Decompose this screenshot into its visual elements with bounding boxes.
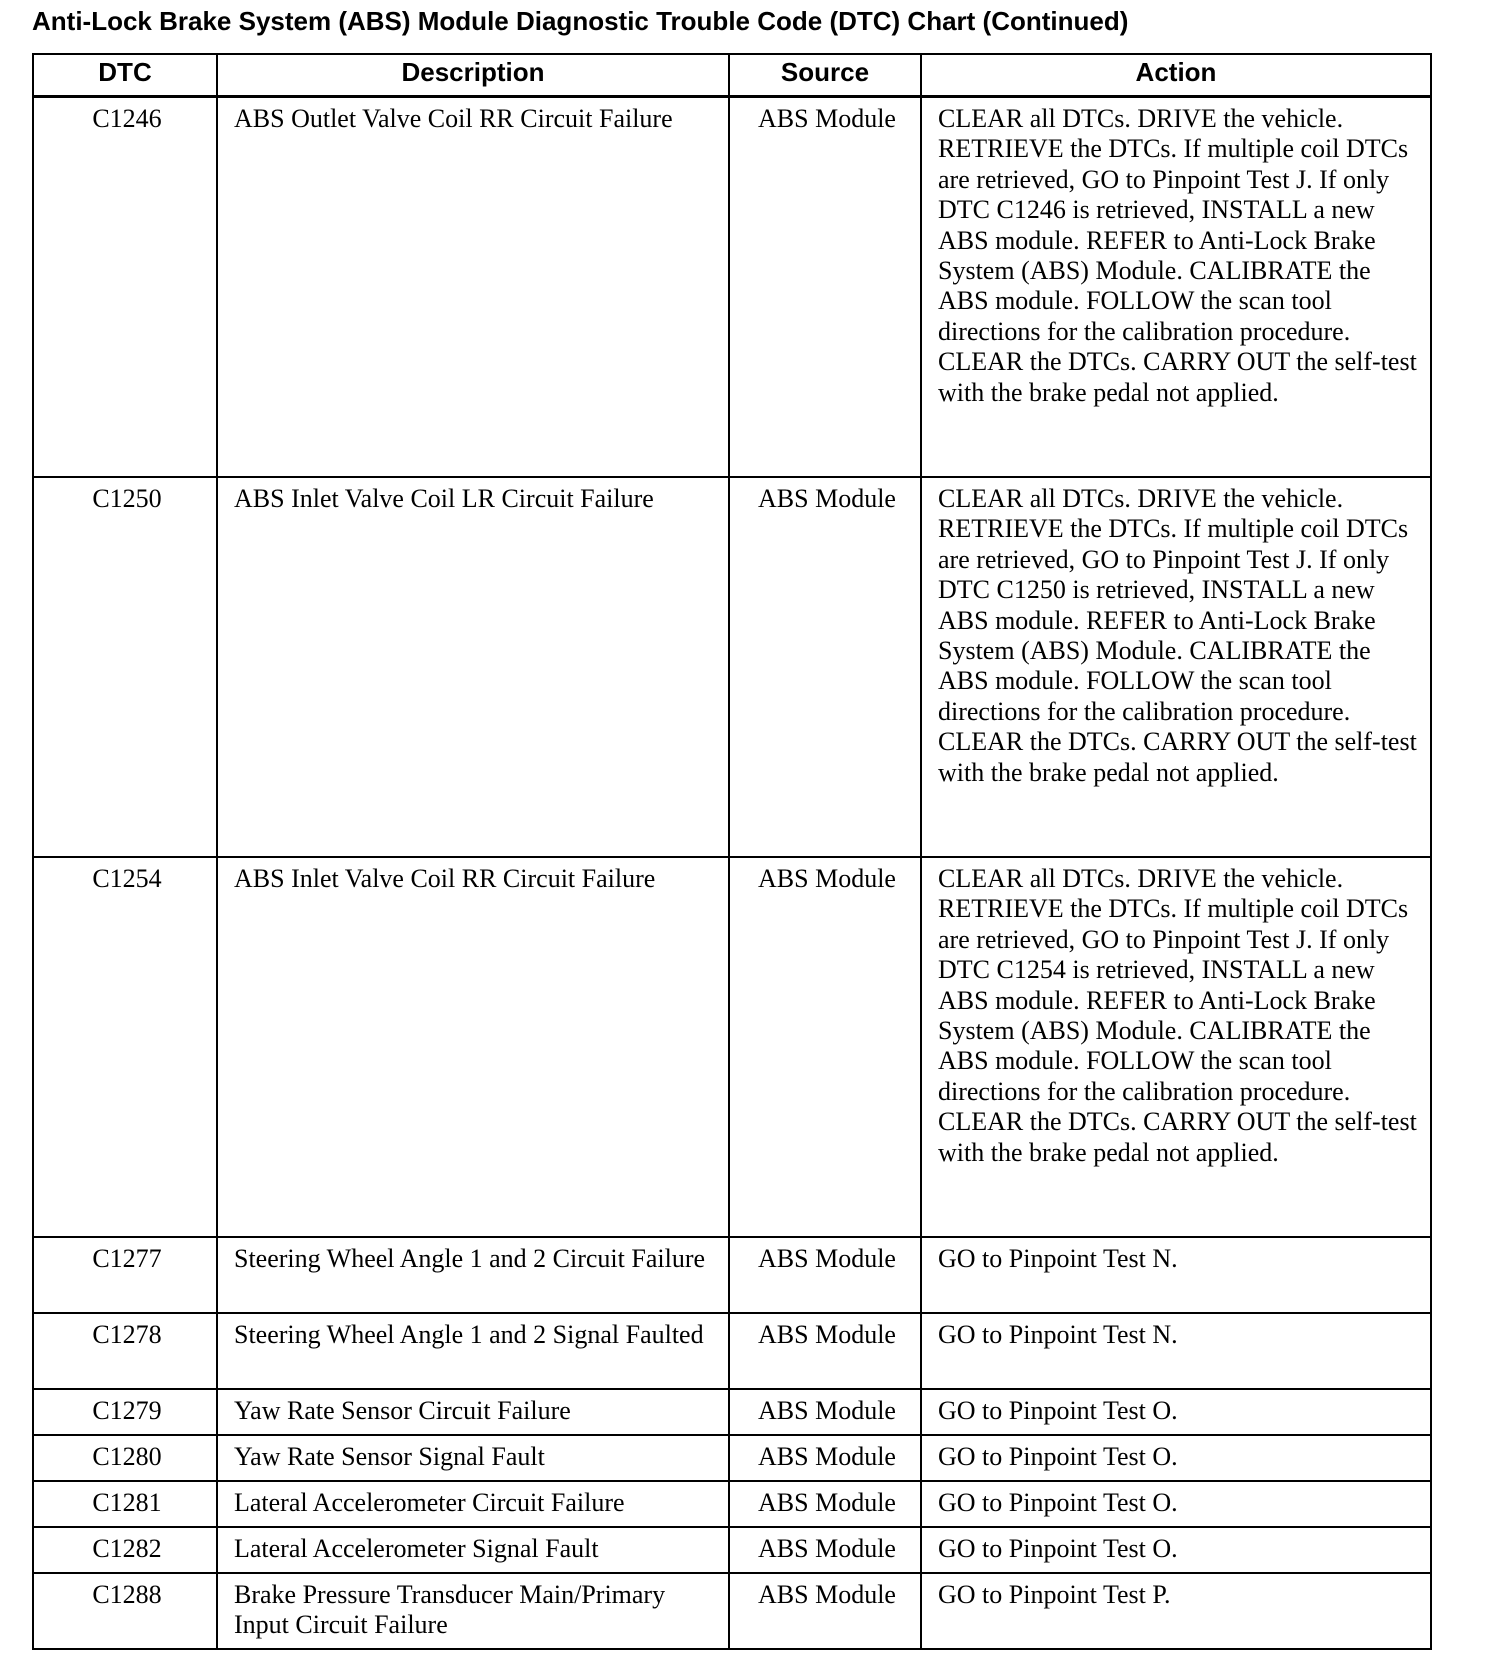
page-title: Anti-Lock Brake System (ABS) Module Diagnostic Trouble Code (DTC) Chart (Continued) — [32, 6, 1129, 36]
header-description: Description — [217, 54, 729, 97]
dtc-action: GO to Pinpoint Test N. — [921, 1313, 1431, 1389]
header-row — [33, 54, 1431, 97]
dtc-code: C1281 — [33, 1481, 217, 1527]
dtc-source: ABS Module — [729, 857, 921, 1237]
dtc-code: C1280 — [33, 1435, 217, 1481]
dtc-action: GO to Pinpoint Test O. — [921, 1435, 1431, 1481]
table-row — [33, 1389, 1431, 1435]
table-row — [33, 857, 1431, 1237]
dtc-action: CLEAR all DTCs. DRIVE the vehicle. RETRIEVE the DTCs. If multiple coil DTCs are retrieved, GO to Pinpoint Test J. If only DTC C1254 is retrieved, INSTALL a new ABS module. REFER to Anti-Lock Brake System (ABS) Module. CALIBRATE the ABS module. FOLLOW the scan tool directions for the calibration procedure. CLEAR the DTCs. CARRY OUT the self-test with the brake pedal not applied. — [921, 857, 1431, 1237]
dtc-table — [32, 53, 1432, 1650]
header-source: Source — [729, 54, 921, 97]
dtc-source: ABS Module — [729, 477, 921, 857]
table-row — [33, 1313, 1431, 1389]
dtc-action: GO to Pinpoint Test O. — [921, 1527, 1431, 1573]
dtc-source: ABS Module — [729, 1435, 921, 1481]
header-action: Action — [921, 54, 1431, 97]
dtc-action: GO to Pinpoint Test O. — [921, 1389, 1431, 1435]
dtc-description: Yaw Rate Sensor Signal Fault — [217, 1435, 729, 1481]
table-row — [33, 1481, 1431, 1527]
dtc-code: C1278 — [33, 1313, 217, 1389]
dtc-code: C1246 — [33, 97, 217, 478]
dtc-description: Brake Pressure Transducer Main/Primary Input Circuit Failure — [217, 1573, 729, 1649]
table-row — [33, 477, 1431, 857]
dtc-source: ABS Module — [729, 1389, 921, 1435]
dtc-source: ABS Module — [729, 1237, 921, 1313]
dtc-description: ABS Inlet Valve Coil RR Circuit Failure — [217, 857, 729, 1237]
table-row — [33, 1527, 1431, 1573]
dtc-description: Steering Wheel Angle 1 and 2 Signal Faulted — [217, 1313, 729, 1389]
table-row — [33, 97, 1431, 478]
header-dtc: DTC — [33, 54, 217, 97]
dtc-source: ABS Module — [729, 1313, 921, 1389]
dtc-source: ABS Module — [729, 1527, 921, 1573]
dtc-code: C1282 — [33, 1527, 217, 1573]
dtc-description: Steering Wheel Angle 1 and 2 Circuit Failure — [217, 1237, 729, 1313]
dtc-code: C1279 — [33, 1389, 217, 1435]
table-row — [33, 1435, 1431, 1481]
dtc-code: C1254 — [33, 857, 217, 1237]
dtc-description: ABS Outlet Valve Coil RR Circuit Failure — [217, 97, 729, 478]
dtc-code: C1277 — [33, 1237, 217, 1313]
dtc-source: ABS Module — [729, 97, 921, 478]
dtc-action: CLEAR all DTCs. DRIVE the vehicle. RETRIEVE the DTCs. If multiple coil DTCs are retrieved, GO to Pinpoint Test J. If only DTC C1250 is retrieved, INSTALL a new ABS module. REFER to Anti-Lock Brake System (ABS) Module. CALIBRATE the ABS module. FOLLOW the scan tool directions for the calibration procedure. CLEAR the DTCs. CARRY OUT the self-test with the brake pedal not applied. — [921, 477, 1431, 857]
dtc-description: Lateral Accelerometer Circuit Failure — [217, 1481, 729, 1527]
table-row — [33, 1237, 1431, 1313]
dtc-action: GO to Pinpoint Test N. — [921, 1237, 1431, 1313]
dtc-code: C1250 — [33, 477, 217, 857]
dtc-description: Lateral Accelerometer Signal Fault — [217, 1527, 729, 1573]
table-row — [33, 1573, 1431, 1649]
dtc-action: GO to Pinpoint Test P. — [921, 1573, 1431, 1649]
dtc-description: Yaw Rate Sensor Circuit Failure — [217, 1389, 729, 1435]
dtc-action: GO to Pinpoint Test O. — [921, 1481, 1431, 1527]
dtc-source: ABS Module — [729, 1573, 921, 1649]
dtc-description: ABS Inlet Valve Coil LR Circuit Failure — [217, 477, 729, 857]
dtc-action: CLEAR all DTCs. DRIVE the vehicle. RETRIEVE the DTCs. If multiple coil DTCs are retrieved, GO to Pinpoint Test J. If only DTC C1246 is retrieved, INSTALL a new ABS module. REFER to Anti-Lock Brake System (ABS) Module. CALIBRATE the ABS module. FOLLOW the scan tool directions for the calibration procedure. CLEAR the DTCs. CARRY OUT the self-test with the brake pedal not applied. — [921, 97, 1431, 478]
dtc-code: C1288 — [33, 1573, 217, 1649]
dtc-source: ABS Module — [729, 1481, 921, 1527]
